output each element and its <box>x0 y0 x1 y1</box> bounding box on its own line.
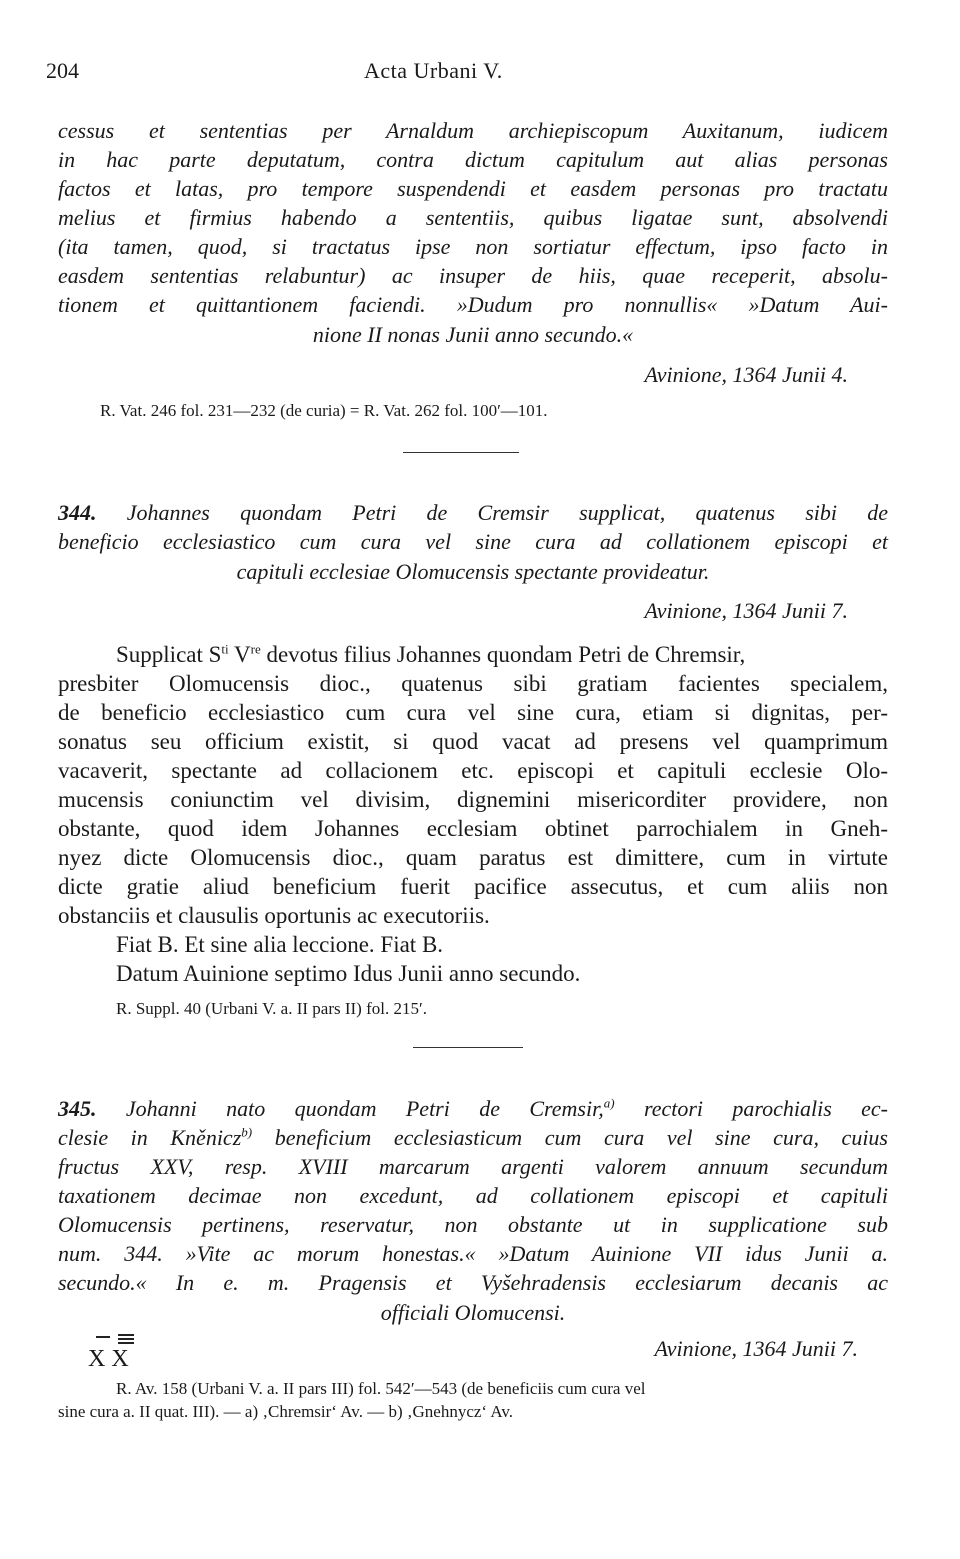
text-line: capituli ecclesiae Olomucensis spectante provideatur. <box>236 559 710 584</box>
roman-numeral-xx: X X <box>88 1346 129 1372</box>
heading-text: Johannes quondam Petri de Cremsir supplicat, quatenus sibi de <box>126 500 888 525</box>
text-line: taxationem decimae non excedunt, ad collationem episcopi et capituli <box>58 1183 888 1208</box>
superscript: a) <box>603 1095 615 1111</box>
text-line: mucensis coniunctim vel divisim, dignemini misericorditer providere, non <box>58 787 888 812</box>
entry-number: 344. <box>58 500 97 525</box>
text-line: fructus XXV, resp. XVIII marcarum argenti valorem annuum secundum <box>58 1154 888 1179</box>
fiat-line: Fiat B. Et sine alia leccione. Fiat B. <box>116 932 444 957</box>
text-line: easdem sententias relabuntur) ac insuper de hiis, quae receperit, absolu- <box>58 263 888 288</box>
text-span: Johanni nato quondam Petri de Cremsir, <box>125 1096 604 1121</box>
text-line: factos et latas, pro tempore suspendendi et easdem personas pro tractatu <box>58 176 888 201</box>
text-line: num. 344. »Vite ac morum honestas.« »Datum Auinione VII idus Junii a. <box>58 1241 888 1266</box>
date-line: Avinione, 1364 Junii 7. <box>644 598 848 623</box>
date-line: Avinione, 1364 Junii 7. <box>654 1336 858 1361</box>
text-span: clesie in Kněnicz <box>58 1125 242 1150</box>
text-span: beneficium ecclesiasticum cum cura vel sine cura, cuius <box>252 1125 888 1150</box>
page-header <box>46 58 876 88</box>
entry-heading-line <box>58 1094 888 1123</box>
superscript: re <box>250 641 261 657</box>
text-line: in hac parte deputatum, contra dictum capitulum aut alias personas <box>58 147 888 172</box>
text-line: nyez dicte Olomucensis dioc., quam paratus est dimittere, cum in virtute <box>58 845 888 870</box>
running-title: Acta Urbani V. <box>364 58 503 83</box>
source-reference: R. Vat. 246 fol. 231—232 (de curia) = R. Vat. 262 fol. 100′—101. <box>100 401 548 420</box>
text-line: Olomucensis pertinens, reservatur, non obstante ut in supplicatione sub <box>58 1212 888 1237</box>
text-line: secundo.« In e. m. Pragensis et Vyšehradensis ecclesiarum decanis ac <box>58 1270 888 1295</box>
text-span: devotus filius Johannes quondam Petri de Chremsir, <box>260 642 746 667</box>
text-line: vacaverit, spectante ad collacionem etc. episcopi et capituli ecclesie Olo- <box>58 758 888 783</box>
source-reference: sine cura a. II quat. III). — a) ‚Chremsir‘ Av. — b) ‚Gnehnycz‘ Av. <box>58 1402 514 1421</box>
text-line: melius et firmius habendo a sententiis, quibus ligatae sunt, absolvendi <box>58 205 888 230</box>
source-reference: R. Av. 158 (Urbani V. a. II pars III) fol. 542′—543 (de beneficiis cum cura vel <box>116 1379 646 1398</box>
section-divider <box>403 452 519 453</box>
superscript: ti <box>221 641 229 657</box>
date-line: Avinione, 1364 Junii 4. <box>644 362 848 387</box>
datum-line: Datum Auinione septimo Idus Junii anno secundo. <box>116 961 581 986</box>
text-line: tionem et quittantionem faciendi. »Dudum pro nonnullis« »Datum Aui- <box>58 292 888 317</box>
text-line: (ita tamen, quod, si tractatus ipse non sortiatur effectum, ipso facto in <box>58 234 888 259</box>
text-line <box>58 1123 888 1152</box>
text-line: de beneficio ecclesiastico cum cura vel sine cura, etiam si dignitas, per- <box>58 700 888 725</box>
text-span: rectori parochialis ec- <box>614 1096 889 1121</box>
text-line: cessus et sententias per Arnaldum archiepiscopum Auxitanum, iudicem <box>58 118 888 143</box>
entry-heading-line <box>58 498 888 527</box>
text-line: beneficio ecclesiastico cum cura vel sine cura ad collationem episcopi et <box>58 529 888 554</box>
text-line: obstante, quod idem Johannes ecclesiam obtinet parrochialem in Gneh- <box>58 816 888 841</box>
text-line: presbiter Olomucensis dioc., quatenus sibi gratiam facientes specialem, <box>58 671 888 696</box>
supplication-first-line <box>116 640 888 669</box>
source-reference: R. Suppl. 40 (Urbani V. a. II pars II) fol. 215′. <box>116 999 427 1018</box>
text-line: officiali Olomucensi. <box>380 1300 566 1325</box>
superscript: b) <box>241 1124 253 1140</box>
text-line: nione II nonas Junii anno secundo.« <box>312 322 634 347</box>
page-number: 204 <box>46 58 79 83</box>
text-line: sonatus seu officium existit, si quod vacat ad presens vel quamprimum <box>58 729 888 754</box>
text-line: obstanciis et clausulis oportunis ac executoriis. <box>58 903 490 928</box>
section-divider <box>413 1047 523 1048</box>
text-line: dicte gratie aliud beneficium fuerit pacifice assecutus, et cum aliis non <box>58 874 888 899</box>
text-span: Supplicat S <box>116 642 222 667</box>
text-span: V <box>228 642 251 667</box>
entry-number: 345. <box>58 1096 97 1121</box>
